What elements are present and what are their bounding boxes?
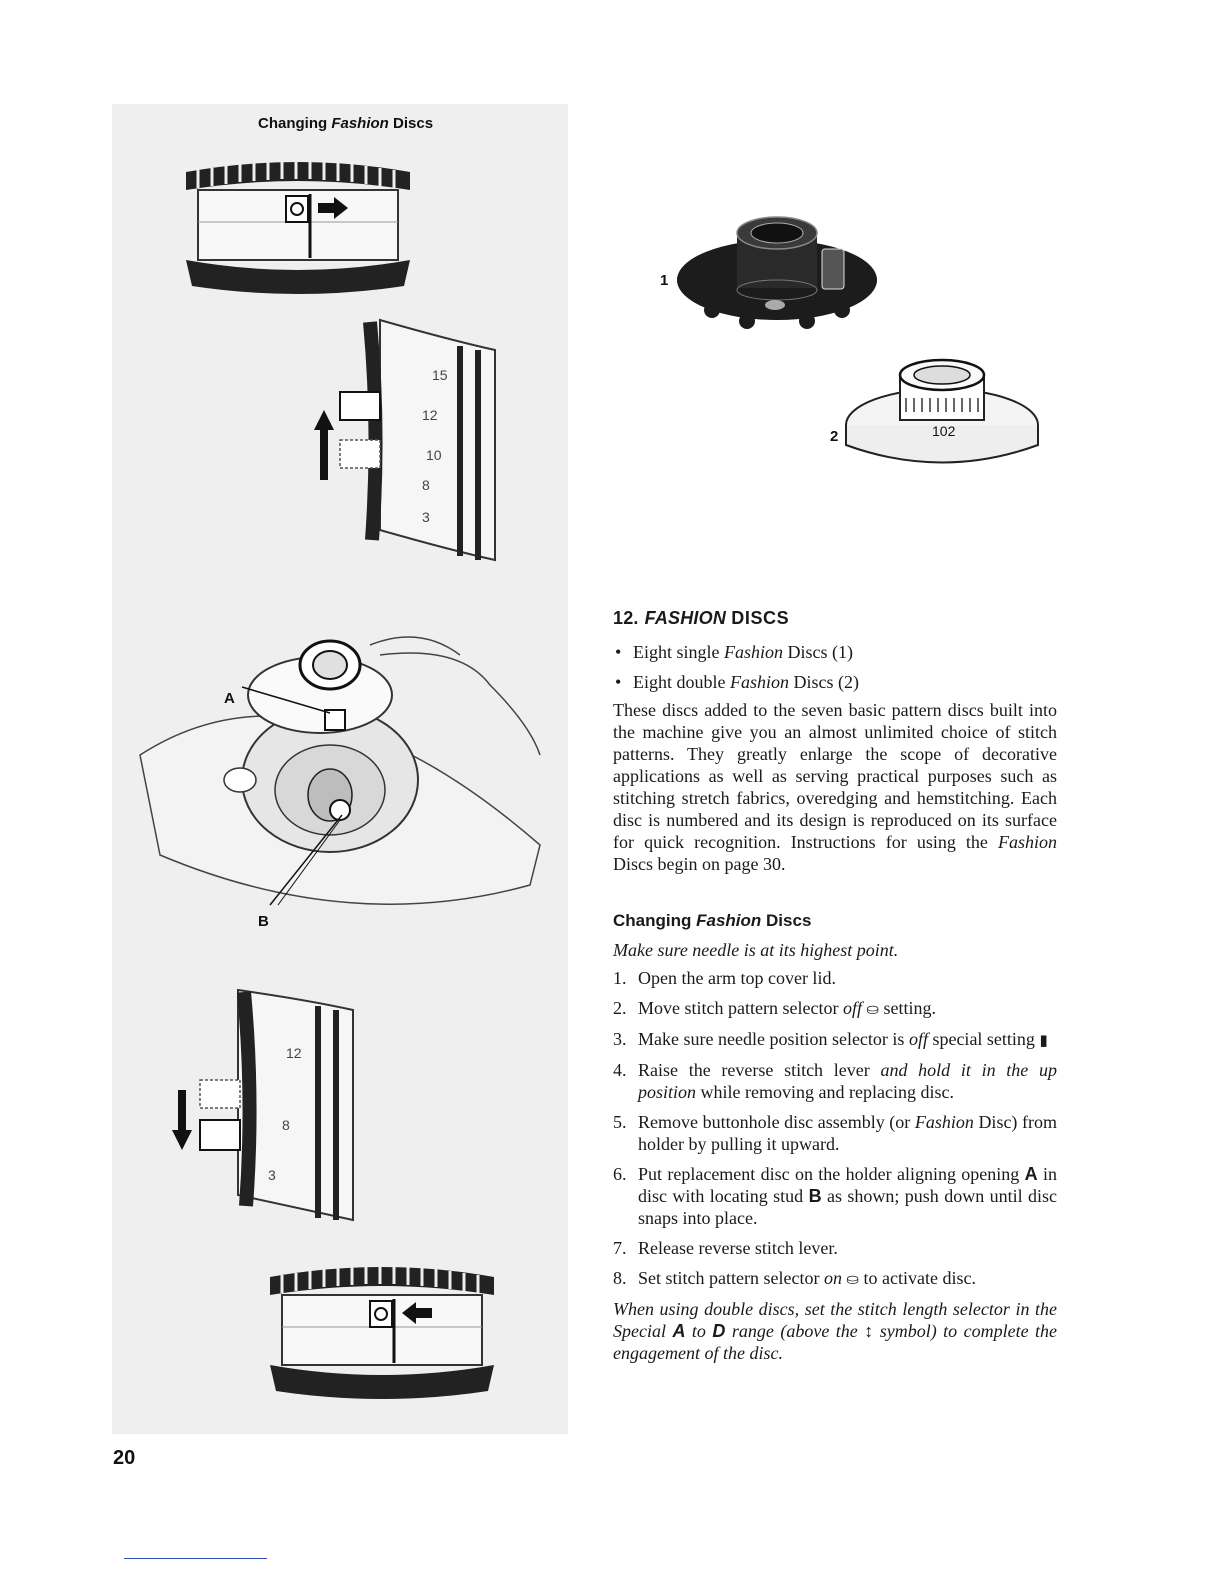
dial-number: 3: [268, 1167, 276, 1183]
step-item: 3. Make sure needle position selector is off special setting ▮: [613, 1029, 1048, 1049]
reverse-lever-lowered-figure: [168, 980, 368, 1230]
label-point-a: A: [224, 690, 235, 707]
dial-number: 3: [422, 509, 430, 525]
list-item: • Eight double Fashion Discs (2): [615, 672, 860, 692]
step-item: 6. Put replacement disc on the holder aligning opening A in disc with locating stud B as shown; push down until disc snaps into place.: [613, 1164, 1058, 1228]
selector-dial-off-figure: [178, 150, 418, 300]
instruction-steps: [613, 967, 1057, 1290]
step-item: 7. Release reverse stitch lever.: [613, 1238, 838, 1258]
label-point-b: B: [258, 913, 269, 930]
text-column: [613, 608, 1057, 1364]
double-disc-note: When using double discs, set the stitch length selector in the Special A to D range (above the ↕ symbol) to complete the engagement of the disc.: [613, 1299, 1058, 1363]
page-number: 20: [113, 1447, 136, 1469]
selector-dial-on-figure: [262, 1255, 502, 1405]
dial-number: 15: [432, 367, 448, 383]
dial-number: 10: [426, 447, 442, 463]
pattern-selector-icon: ⛀: [846, 1270, 860, 1288]
list-item: • Eight single Fashion Discs (1): [615, 642, 854, 662]
step-item: 2. Move stitch pattern selector off ⛀ setting.: [613, 998, 937, 1018]
dial-number: 8: [282, 1117, 290, 1133]
step-item: 4. Raise the reverse stitch lever and hold it in the up position while removing and replacing disc.: [613, 1060, 1058, 1102]
label-double-disc: 2: [830, 428, 839, 445]
double-fashion-disc-figure: [842, 350, 1042, 475]
pattern-selector-icon: ⛀: [866, 1000, 880, 1018]
intro-paragraph: These discs added to the seven basic pattern discs built into the machine give you an almost unlimited choice of stitch patterns. They greatly enlarge the scope of decorative applications as well as serving practical purposes such as stitching stretch fabrics, overedging and hemstitching. Each disc is numbered and its design is reproduced on its surface for quick recognition. Instructions for using the Fashion Discs begin on page 30.: [613, 700, 1057, 874]
changing-discs-heading: Changing Fashion Discs: [613, 911, 812, 930]
dial-number: 8: [422, 477, 430, 493]
step-item: 8. Set stitch pattern selector on ⛀ to activate disc.: [613, 1268, 976, 1288]
dial-number: 12: [286, 1045, 302, 1061]
disc-number: 102: [932, 423, 956, 439]
section-heading: 12. FASHION DISCS: [613, 608, 790, 628]
dial-number: 12: [422, 407, 438, 423]
step-item: 5. Remove buttonhole disc assembly (or Fashion Disc) from holder by pulling it upward.: [613, 1112, 1057, 1154]
needle-position-icon: ▮: [1039, 1031, 1048, 1049]
needle-note: Make sure needle is at its highest point.: [613, 940, 899, 960]
stitch-length-symbol-icon: ↕: [864, 1321, 874, 1341]
disc-type-list: [613, 637, 1057, 697]
illustration-caption: Changing Fashion Discs: [258, 115, 434, 132]
step-item: 1. Open the arm top cover lid.: [613, 968, 836, 988]
reverse-lever-raised-figure: [310, 310, 510, 570]
disc-holder-figure: [130, 615, 560, 935]
footer-rule: [124, 1558, 267, 1559]
label-single-disc: 1: [660, 272, 669, 289]
single-fashion-disc-figure: [672, 205, 882, 335]
